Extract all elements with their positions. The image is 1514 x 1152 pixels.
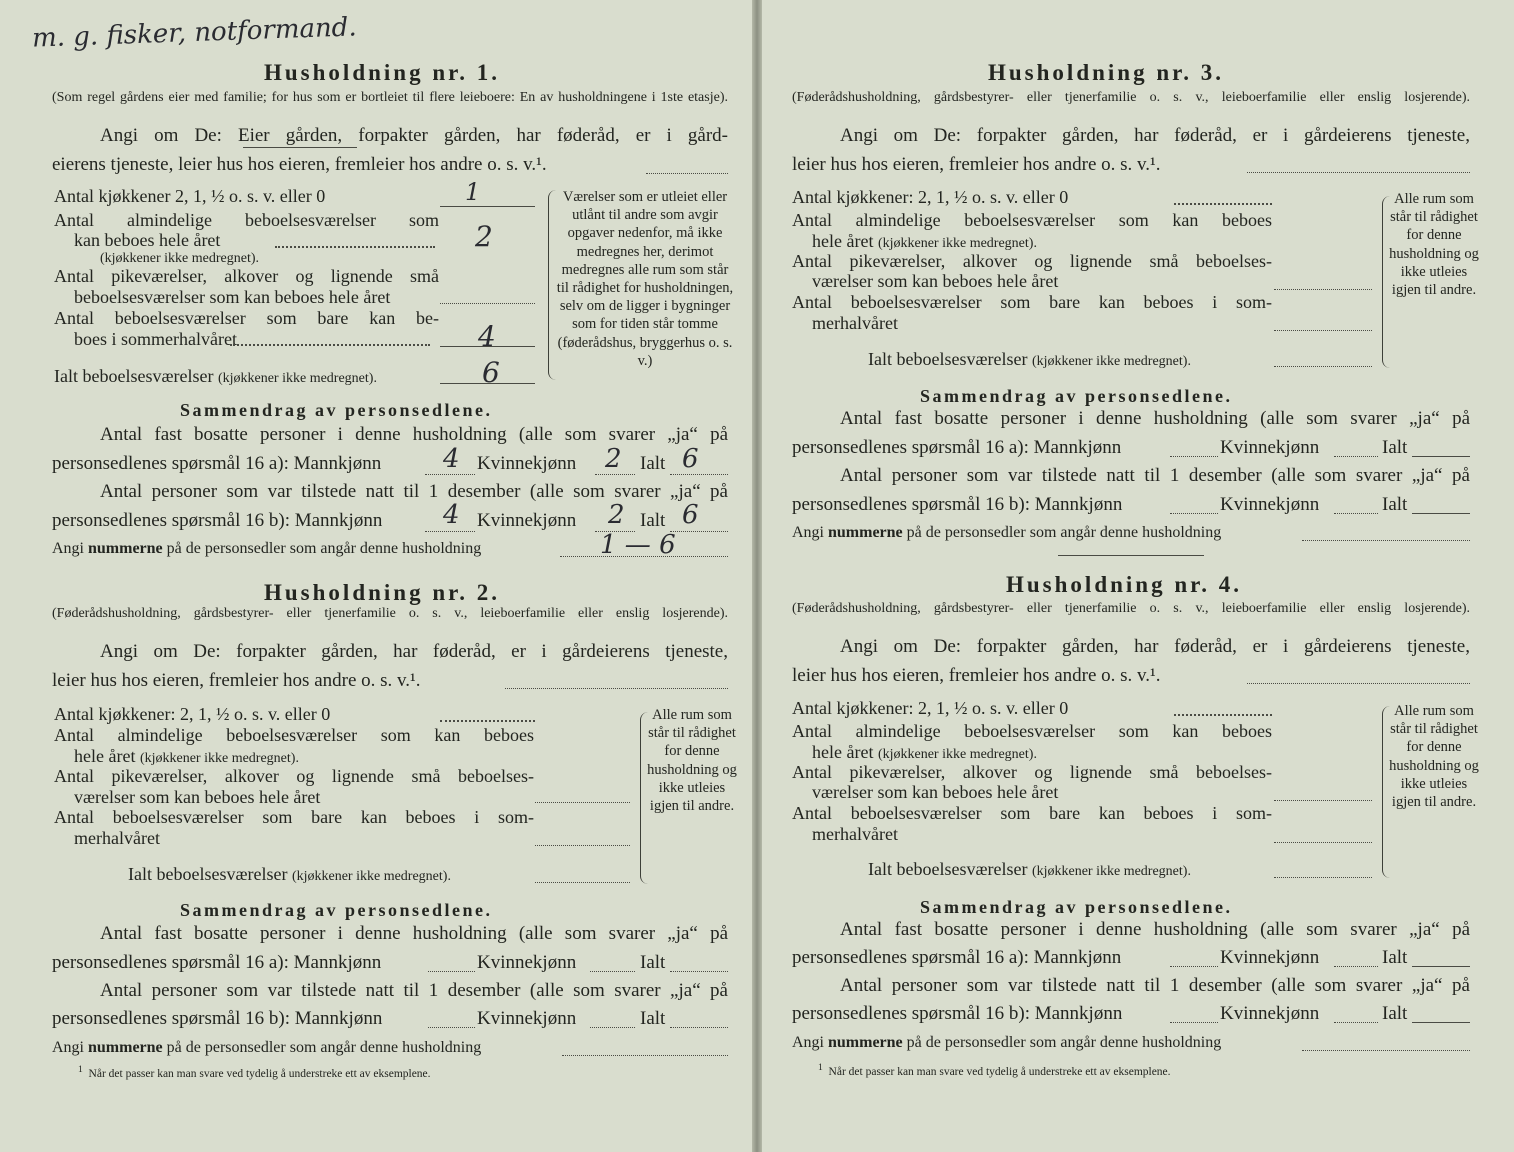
h3-angi-line2: leier hus hos eieren, fremleier hos andre o. s. v.¹.: [792, 154, 1161, 175]
h3-nummer-post: på de personsedler som angår denne husholdning: [906, 524, 1222, 541]
h2-title: Husholdning nr. 2.: [264, 580, 500, 605]
h1-ialt-line: [440, 383, 535, 384]
h1-summary-title: Sammendrag av personsedlene.: [180, 400, 493, 420]
h1-title: Husholdning nr. 1.: [264, 60, 500, 85]
h1-sb-ialt: 6: [682, 500, 699, 530]
h2-nummer-label: [52, 1039, 481, 1057]
h3-alm-label1: Antal almindelige beboelsesværelser som kan beboes: [792, 210, 1272, 230]
h3-alm-text: hele året: [812, 231, 874, 251]
h2-angi-line1: Angi om De: forpakter gården, har føderåd, er i gårdeierens tjeneste,: [100, 641, 728, 662]
h1-alm-leader: [275, 246, 435, 248]
h3-sommer-label2: merhalvåret: [812, 313, 898, 333]
h3-sb-ialt-line: [1412, 513, 1470, 514]
h3-sa-ialt-line: [1412, 456, 1470, 457]
section-divider: [1058, 555, 1204, 556]
h1-ialt-text: Ialt beboelsesværelser: [54, 366, 214, 386]
h1-pike-label1: Antal pikeværelser, alkover og lignende små: [54, 266, 439, 286]
h4-sb-ialt-label: Ialt: [1382, 1003, 1408, 1024]
h2-ialt-text: Ialt beboelsesværelser: [128, 864, 288, 884]
left-footnote-marker: 1: [78, 1064, 83, 1075]
h4-sa-ialt-label: Ialt: [1382, 947, 1408, 968]
h2-pike-label1: Antal pikeværelser, alkover og lignende små beboelses-: [54, 766, 534, 786]
h4-sb-line1: Antal personer som var tilstede natt til 1 desember (alle som svarer „ja“ på: [840, 975, 1470, 996]
h1-sb-line2: personsedlenes spørsmål 16 b): Mannkjønn: [52, 510, 383, 531]
h3-kjokkener-label: Antal kjøkkener: 2, 1, ½ o. s. v. eller 0: [792, 187, 1069, 207]
h1-sommer-value: 4: [478, 320, 496, 353]
h3-sa-kvinne-line: [1334, 456, 1378, 457]
h4-summary-title: Sammendrag av personsedlene.: [920, 897, 1233, 917]
h1-sb-ialt-line: [670, 531, 728, 532]
h4-ialt-line: [1274, 877, 1372, 878]
h4-sb-kvinne-label: Kvinnekjønn: [1220, 1003, 1320, 1024]
h4-title: Husholdning nr. 4.: [1006, 572, 1242, 597]
left-page: [0, 0, 752, 1152]
h3-sb-kvinne-label: Kvinnekjønn: [1220, 494, 1320, 515]
h2-sa-kvinne-label: Kvinnekjønn: [477, 952, 577, 973]
h4-sommer-label2: merhalvåret: [812, 824, 898, 844]
h4-angi-line1: Angi om De: forpakter gården, har føderåd, er i gårdeierens tjeneste,: [840, 636, 1470, 657]
h2-pike-label2: værelser som kan beboes hele året: [74, 787, 321, 807]
h2-alm-text: hele året: [74, 746, 136, 766]
h2-sommer-label1: Antal beboelsesværelser som bare kan beboes i som-: [54, 807, 534, 827]
h4-kjokkener-label: Antal kjøkkener: 2, 1, ½ o. s. v. eller 0: [792, 698, 1069, 718]
h3-ialt-label: [868, 349, 1191, 370]
h1-alm-label1: Antal almindelige beboelsesværelser som: [54, 210, 439, 230]
h4-alm-label1: Antal almindelige beboelsesværelser som kan beboes: [792, 721, 1272, 741]
h2-nummer-pre: Angi: [52, 1039, 84, 1056]
h3-sa-line1: Antal fast bosatte personer i denne husholdning (alle som svarer „ja“ på: [840, 408, 1470, 429]
h4-alm-text: hele året: [812, 742, 874, 762]
h4-sommer-label1: Antal beboelsesværelser som bare kan beboes i som-: [792, 803, 1272, 823]
h1-alm-note: (kjøkkener ikke medregnet).: [100, 251, 259, 266]
h1-nummer-post: på de personsedler som angår denne husholdning: [166, 540, 482, 557]
h1-sa-kvinne-line: [595, 474, 635, 475]
h2-ialt-label: [128, 864, 451, 885]
h3-sa-ialt-label: Ialt: [1382, 437, 1408, 458]
h1-sommer-leader: [230, 344, 430, 346]
h1-sa-ialt-line: [670, 474, 728, 475]
h4-nummer-post: på de personsedler som angår denne husholdning: [906, 1034, 1222, 1051]
h1-sa-line2: personsedlenes spørsmål 16 a): Mannkjønn: [52, 453, 382, 474]
h1-sb-mann: 4: [443, 500, 460, 530]
h4-ialt-note: (kjøkkener ikke medregnet).: [1031, 864, 1191, 879]
h2-sa-mann-line: [428, 971, 475, 972]
left-footnote: [78, 1064, 431, 1080]
h1-sommer-label2: boes i sommerhalvåret: [74, 329, 237, 349]
h3-pike-label2: værelser som kan beboes hele året: [812, 271, 1059, 291]
h4-sb-line2: personsedlenes spørsmål 16 b): Mannkjønn: [792, 1003, 1123, 1024]
h2-kjokkener-label: Antal kjøkkener: 2, 1, ½ o. s. v. eller 0: [54, 704, 331, 724]
h1-sa-ialt-label: Ialt: [640, 453, 666, 474]
h2-angi-line2: leier hus hos eieren, fremleier hos andre o. s. v.¹.: [52, 670, 421, 691]
h1-angi-line2: eierens tjeneste, leier hus hos eieren, fremleier hos andre o. s. v.¹.: [52, 154, 547, 175]
h1-nummer-label: [52, 540, 481, 558]
h3-ialt-note: (kjøkkener ikke medregnet).: [1031, 354, 1191, 369]
h2-nummer-post: på de personsedler som angår denne husholdning: [166, 1039, 482, 1056]
h4-intro: (Føderådshusholdning, gårdsbestyrer- eller tjenerfamilie o. s. v., leieboerfamilie eller enslig losjerende).: [792, 601, 1470, 616]
h1-ialt-value: 6: [482, 356, 500, 389]
h3-sommer-label1: Antal beboelsesværelser som bare kan beboes i som-: [792, 292, 1272, 312]
h3-nummer-label: [792, 524, 1221, 542]
h4-sa-kvinne-line: [1334, 966, 1378, 967]
h1-pike-label2: beboelsesværelser som kan beboes hele året: [74, 287, 391, 307]
h3-nummer-line: [1302, 540, 1470, 541]
h2-sb-line1: Antal personer som var tilstede natt til 1 desember (alle som svarer „ja“ på: [100, 980, 728, 1001]
h2-ialt-note: (kjøkkener ikke medregnet).: [291, 869, 451, 884]
h4-alm-label2: [812, 742, 1037, 763]
h4-angi-answer-line: [1247, 683, 1470, 684]
h2-alm-note: (kjøkkener ikke medregnet).: [139, 751, 299, 766]
h1-nummer-bold: nummerne: [88, 540, 163, 557]
h4-sb-kvinne-line: [1334, 1022, 1378, 1023]
h3-sb-kvinne-line: [1334, 513, 1378, 514]
h2-intro: (Føderådshusholdning, gårdsbestyrer- eller tjenerfamilie o. s. v., leieboerfamilie eller enslig losjerende).: [52, 606, 728, 621]
h4-sa-ialt-line: [1412, 966, 1470, 967]
h1-side-note: Værelser som er utleiet eller utlånt til andre som avgir opgaver nedenfor, må ikke medregnes her, derimot medregnes alle rum som står til rådighet for husholdningen, selv om de ligger i bygninger som for tiden står tomme (føderådshus, bryggerhus o. s. v.): [556, 189, 734, 369]
h2-ialt-line: [535, 882, 630, 883]
h1-sommer-line: [440, 346, 535, 347]
h2-summary-title: Sammendrag av personsedlene.: [180, 900, 493, 920]
h1-eier-underline: [243, 147, 357, 148]
h3-ialt-line: [1274, 366, 1372, 367]
h1-nummer-line: [560, 556, 728, 557]
h4-pike-line: [1274, 800, 1372, 801]
h3-sa-mann-line: [1170, 456, 1218, 457]
h3-sommer-line: [1274, 330, 1372, 331]
h1-sa-mann-line: [425, 474, 475, 475]
h3-nummer-bold: nummerne: [828, 524, 903, 541]
h4-nummer-line: [1302, 1050, 1470, 1051]
h1-angi-line1: Angi om De: Eier gården, forpakter gården, har føderåd, er i gård-: [100, 125, 728, 146]
h1-nummer-pre: Angi: [52, 540, 84, 557]
h2-sa-kvinne-line: [590, 971, 635, 972]
h3-summary-title: Sammendrag av personsedlene.: [920, 386, 1233, 406]
h4-sb-mann-line: [1170, 1022, 1218, 1023]
h1-ialt-note: (kjøkkener ikke medregnet).: [217, 371, 377, 386]
right-footnote-text: Når det passer kan man svare ved tydelig å understreke ett av eksemplene.: [828, 1065, 1171, 1078]
h3-title: Husholdning nr. 3.: [988, 60, 1224, 85]
h2-sb-mann-line: [428, 1027, 475, 1028]
h1-kjokkener-line: [440, 206, 535, 207]
h1-sb-mann-line: [425, 531, 475, 532]
h3-sb-mann-line: [1170, 513, 1218, 514]
h3-pike-line: [1274, 289, 1372, 290]
h2-sb-kvinne-label: Kvinnekjønn: [477, 1008, 577, 1029]
h3-angi-answer-line: [1247, 172, 1470, 173]
right-footnote-marker: 1: [818, 1062, 823, 1073]
page-fold: [752, 0, 762, 1152]
h4-side-note: Alle rum som står til rådighet for denne husholdning og ikke utleies igjen til andre.: [1389, 703, 1479, 811]
h4-sa-line2: personsedlenes spørsmål 16 a): Mannkjønn: [792, 947, 1122, 968]
h2-sb-kvinne-line: [590, 1027, 635, 1028]
h4-pike-label1: Antal pikeværelser, alkover og lignende små beboelses-: [792, 762, 1272, 782]
h4-nummer-pre: Angi: [792, 1034, 824, 1051]
h1-nummer-value: 1 — 6: [600, 530, 676, 560]
h1-kjokkener-label: Antal kjøkkener 2, 1, ½ o. s. v. eller 0: [54, 186, 326, 206]
h3-sa-kvinne-label: Kvinnekjønn: [1220, 437, 1320, 458]
h4-ialt-label: [868, 859, 1191, 880]
h1-sa-kvinne-label: Kvinnekjønn: [477, 453, 577, 474]
h3-sb-ialt-label: Ialt: [1382, 494, 1408, 515]
h3-sb-line2: personsedlenes spørsmål 16 b): Mannkjønn: [792, 494, 1123, 515]
h1-sb-ialt-label: Ialt: [640, 510, 666, 531]
right-footnote: [818, 1062, 1171, 1078]
h3-intro: (Føderådshusholdning, gårdsbestyrer- eller tjenerfamilie o. s. v., leieboerfamilie eller enslig losjerende).: [792, 90, 1470, 105]
handwritten-note: m. g. fisker, notformand.: [31, 12, 358, 54]
h2-sommer-label2: merhalvåret: [74, 828, 160, 848]
h1-alm-value: 2: [475, 220, 493, 253]
h2-sommer-line: [535, 845, 630, 846]
h2-side-note: Alle rum som står til rådighet for denne husholdning og ikke utleies igjen til andre.: [647, 707, 737, 815]
h4-sa-kvinne-label: Kvinnekjønn: [1220, 947, 1320, 968]
h3-ialt-text: Ialt beboelsesværelser: [868, 349, 1028, 369]
h4-alm-note: (kjøkkener ikke medregnet).: [877, 747, 1037, 762]
h1-sb-kvinne: 2: [608, 500, 625, 530]
h4-sa-line1: Antal fast bosatte personer i denne husholdning (alle som svarer „ja“ på: [840, 919, 1470, 940]
h2-sa-line1: Antal fast bosatte personer i denne husholdning (alle som svarer „ja“ på: [100, 923, 728, 944]
h2-pike-line: [535, 802, 630, 803]
h2-sb-ialt-label: Ialt: [640, 1008, 666, 1029]
h2-sb-ialt-line: [670, 1027, 728, 1028]
h1-brace: [548, 190, 556, 380]
h4-nummer-label: [792, 1034, 1221, 1052]
h2-sa-ialt-label: Ialt: [640, 952, 666, 973]
h3-kjokkener-line: [1174, 203, 1272, 205]
h4-sb-ialt-line: [1412, 1022, 1470, 1023]
h1-sa-mann: 4: [443, 444, 460, 474]
h3-sb-line1: Antal personer som var tilstede natt til 1 desember (alle som svarer „ja“ på: [840, 465, 1470, 486]
h2-nummer-bold: nummerne: [88, 1039, 163, 1056]
right-page: [762, 0, 1514, 1152]
h4-sa-mann-line: [1170, 966, 1218, 967]
h1-ialt-label: [54, 366, 377, 387]
h2-sb-line2: personsedlenes spørsmål 16 b): Mannkjønn: [52, 1008, 383, 1029]
h4-ialt-text: Ialt beboelsesværelser: [868, 859, 1028, 879]
h3-nummer-pre: Angi: [792, 524, 824, 541]
left-footnote-text: Når det passer kan man svare ved tydelig å understreke ett av eksemplene.: [88, 1067, 431, 1080]
h2-kjokkener-line: [440, 720, 535, 722]
h2-nummer-line: [562, 1055, 728, 1056]
h2-sa-line2: personsedlenes spørsmål 16 a): Mannkjønn: [52, 952, 382, 973]
h3-sa-line2: personsedlenes spørsmål 16 a): Mannkjønn: [792, 437, 1122, 458]
h4-pike-label2: værelser som kan beboes hele året: [812, 782, 1059, 802]
h3-side-note: Alle rum som står til rådighet for denne husholdning og ikke utleies igjen til andre.: [1389, 191, 1479, 299]
h1-intro: (Som regel gårdens eier med familie; for hus som er bortleiet til flere leieboere: En av husholdningene i 1ste etasje).: [52, 90, 728, 105]
h4-angi-line2: leier hus hos eieren, fremleier hos andre o. s. v.¹.: [792, 665, 1161, 686]
h3-angi-line1: Angi om De: forpakter gården, har føderåd, er i gårdeierens tjeneste,: [840, 125, 1470, 146]
h4-sommer-line: [1274, 842, 1372, 843]
h2-alm-label1: Antal almindelige beboelsesværelser som kan beboes: [54, 725, 534, 745]
h1-sb-line1: Antal personer som var tilstede natt til 1 desember (alle som svarer „ja“ på: [100, 481, 728, 502]
h3-alm-label2: [812, 231, 1037, 252]
h4-kjokkener-line: [1174, 714, 1272, 716]
h4-nummer-bold: nummerne: [828, 1034, 903, 1051]
h2-alm-label2: [74, 746, 299, 767]
h1-sa-line1: Antal fast bosatte personer i denne husholdning (alle som svarer „ja“ på: [100, 424, 728, 445]
h2-sa-ialt-line: [670, 971, 728, 972]
h1-pike-line: [440, 303, 535, 304]
h3-pike-label1: Antal pikeværelser, alkover og lignende små beboelses-: [792, 251, 1272, 271]
h1-angi-answer-line: [646, 173, 728, 174]
h1-sa-ialt: 6: [682, 444, 699, 474]
h1-sa-kvinne: 2: [605, 444, 622, 474]
h1-alm-label2: kan beboes hele året: [74, 230, 221, 250]
h1-kjokkener-value: 1: [465, 178, 481, 206]
h2-angi-answer-line: [505, 688, 728, 689]
h1-sommer-label1: Antal beboelsesværelser som bare kan be-: [54, 308, 439, 328]
h1-sb-kvinne-label: Kvinnekjønn: [477, 510, 577, 531]
h3-alm-note: (kjøkkener ikke medregnet).: [877, 236, 1037, 251]
